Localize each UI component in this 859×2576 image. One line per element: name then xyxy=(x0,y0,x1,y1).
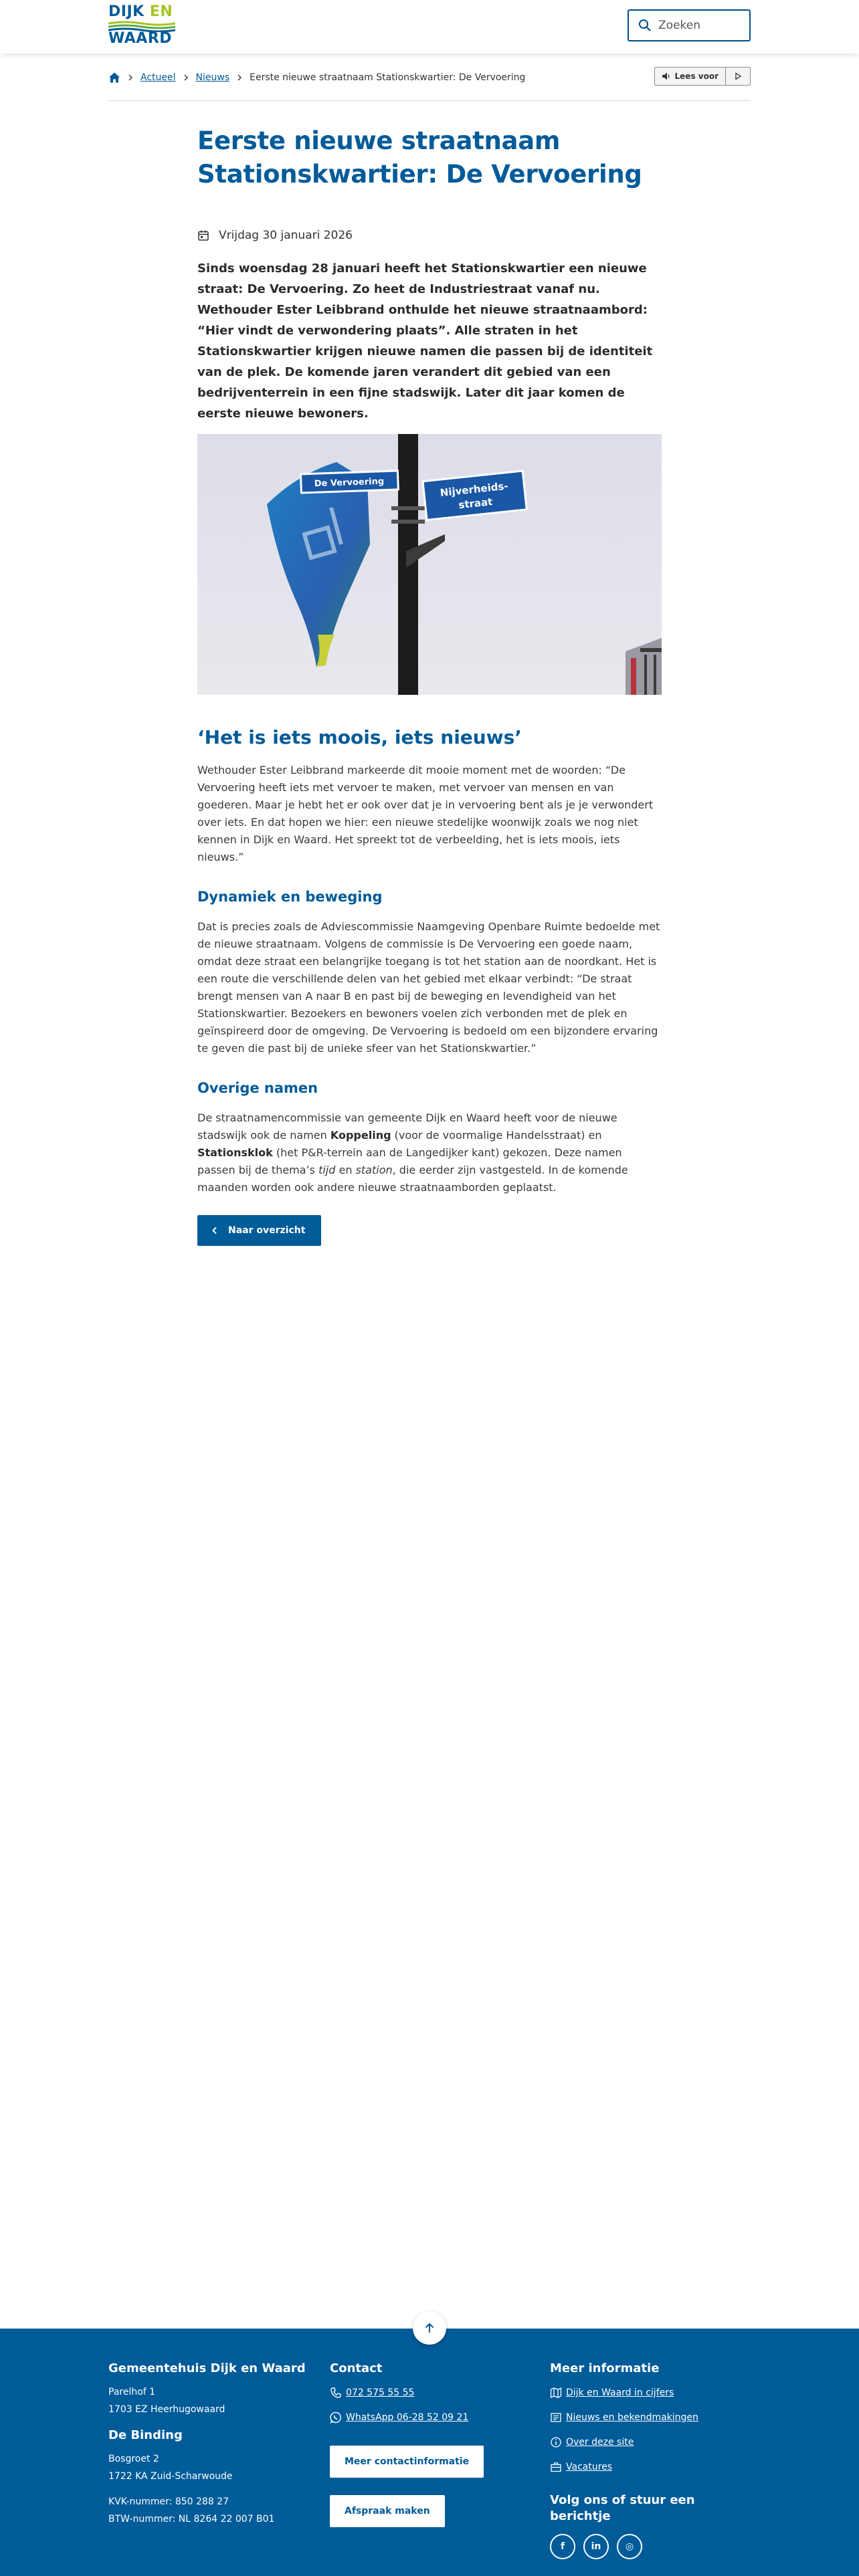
logo-word-en: EN xyxy=(149,3,173,20)
site-footer xyxy=(0,2329,859,2576)
footer-col-gemeentehuis xyxy=(108,2361,309,2528)
briefcase-icon xyxy=(550,2461,562,2473)
footer-title-volg-ons: Volg ons of stuur een berichtje xyxy=(550,2493,695,2523)
footer-title-binding: De Binding xyxy=(108,2428,183,2442)
breadcrumb-divider xyxy=(108,100,751,101)
footer-link-cijfers[interactable]: Dijk en Waard in cijfers xyxy=(566,2387,674,2398)
back-to-overview-button[interactable] xyxy=(197,1215,321,1246)
instagram-icon[interactable]: ◎ xyxy=(617,2534,642,2559)
chevron-right-icon xyxy=(127,74,134,81)
breadcrumb xyxy=(108,67,751,88)
name-stationsklok: Stationsklok xyxy=(197,1146,273,1159)
footer-address-line2: 1703 EZ Heerhugowaard xyxy=(108,2404,225,2415)
street-sign-photo xyxy=(197,434,662,695)
article xyxy=(197,124,662,1246)
footer-link-over-site[interactable]: Over deze site xyxy=(566,2437,634,2448)
section-title-overige-namen: Overige namen xyxy=(197,1080,318,1096)
read-aloud-widget xyxy=(654,67,751,86)
footer-link-vacatures[interactable]: Vacatures xyxy=(566,2462,613,2472)
footer-title-gemeentehuis: Gemeentehuis Dijk en Waard xyxy=(108,2361,306,2375)
play-icon xyxy=(734,72,742,80)
chevron-right-icon xyxy=(236,74,243,81)
site-header xyxy=(0,0,859,53)
chevron-left-icon xyxy=(211,1226,219,1235)
footer-phone-link[interactable]: 072 575 55 55 xyxy=(346,2387,415,2398)
sign-text-nijverheids: Nijverheids- xyxy=(439,479,509,500)
footer-whatsapp-link[interactable]: WhatsApp 06-28 52 09 21 xyxy=(346,2412,469,2423)
arrow-up-icon xyxy=(423,2322,436,2334)
read-aloud-button[interactable] xyxy=(655,68,726,85)
section-text-iets-moois: Wethouder Ester Leibbrand markeerde dit mooie moment met de woorden: “De Vervoering heeft iets met vervoer te maken, met vervoer van mensen en van goederen. Maar je hebt het er ook over dat je in vervoering bent als je je verwondert over iets. En dat hopen we hier: een nieuwe stedelijke woonwijk zoals we nog niet kennen in Dijk en Waard. Het spreekt tot de verbeelding, het is iets moois, iets nieuws.” xyxy=(197,764,654,863)
logo-word-waard: WAARD xyxy=(108,30,173,47)
read-aloud-label: Lees voor xyxy=(674,72,719,81)
section-text-overige-namen: De straatnamencommissie van gemeente Dijk en Waard heeft voor de nieuwe stadswijk ook de namen Koppeling (voor de voormalige Handelsstraat) en Stationsklok (het P&R-terrein aan de Langedijker kant) gekozen. Deze namen passen bij de thema’s tijd en station, die eerder zijn vastgesteld. In de komende maanden worden ook andere nieuwe straatnaamborden geplaatst. xyxy=(197,1111,628,1194)
social-links xyxy=(550,2534,751,2559)
more-contact-info-button[interactable]: Meer contactinformatie xyxy=(330,2446,484,2478)
section-title-dynamiek: Dynamiek en beweging xyxy=(197,889,383,905)
section-title-iets-moois: ‘Het is iets moois, iets nieuws’ xyxy=(197,726,522,748)
footer-address-line1: Parelhof 1 xyxy=(108,2387,156,2397)
calendar-icon xyxy=(197,229,209,241)
footer-link-nieuws[interactable]: Nieuws en bekendmakingen xyxy=(566,2412,698,2423)
footer-kvk: KVK-nummer: 850 288 27 xyxy=(108,2496,229,2507)
newspaper-icon xyxy=(550,2411,562,2424)
map-icon xyxy=(550,2387,562,2399)
breadcrumb-current: Eerste nieuwe straatnaam Stationskwartier: De Vervoering xyxy=(250,72,526,83)
breadcrumb-link-actueel[interactable]: Actueel xyxy=(140,72,176,83)
speaker-icon xyxy=(662,72,671,81)
play-button[interactable] xyxy=(726,68,750,85)
date-text: Vrijdag 30 januari 2026 xyxy=(219,229,353,242)
facebook-icon[interactable]: f xyxy=(550,2534,575,2559)
logo[interactable] xyxy=(108,4,175,48)
footer-col-meer-informatie xyxy=(550,2361,751,2559)
footer-title-meer-informatie: Meer informatie xyxy=(550,2361,660,2375)
back-to-top-button[interactable] xyxy=(413,2311,446,2345)
make-appointment-button[interactable]: Afspraak maken xyxy=(330,2495,445,2527)
footer-btw: BTW-nummer: NL 8264 22 007 B01 xyxy=(108,2514,275,2525)
search-icon[interactable] xyxy=(638,19,652,32)
info-icon xyxy=(550,2436,562,2448)
breadcrumb-link-nieuws[interactable]: Nieuws xyxy=(195,72,230,83)
article-intro: Sinds woensdag 28 januari heeft het Stationskwartier een nieuwe straat: De Vervoering. Zo heet de Industriestraat vanaf nu. Wethouder Ester Leibbrand onthulde het nieuwe straatnaambord: “Hier vindt de verwondering plaats”. Alle straten in het Stationskwartier krijgen nieuwe namen die passen bij de identiteit van de plek. De komende jaren verandert dit gebied van een bedrijventerrein in een fijne stadswijk. Later dit jaar komen de eerste nieuwe bewoners. xyxy=(197,261,653,421)
page-title: Eerste nieuwe straatnaam Stationskwartier: De Vervoering xyxy=(197,126,642,189)
whatsapp-icon xyxy=(330,2411,342,2424)
sign-text-straat: straat xyxy=(458,496,494,512)
footer-address-line3: Bosgroet 2 xyxy=(108,2454,159,2464)
section-text-dynamiek: Dat is precies zoals de Adviescommissie Naamgeving Openbare Ruimte bedoelde met de nieuwe straatnaam. Volgens de commissie is De Vervoering een goede naam, omdat deze straat een belangrijke toegang is tot het station aan de noordkant. Het is een route die verschillende delen van het gebied met elkaar verbindt: “De straat brengt mensen van A naar B en past bij de beweging en levendigheid van het Stationskwartier. Bezoekers en bewoners voelen zich verbonden met de plek en geïnspireerd door de omgeving. De Vervoering is bedoeld om een bijzondere ervaring te geven die past bij de unieke sfeer van het Stationskwartier.” xyxy=(197,920,660,1055)
linkedin-icon[interactable]: in xyxy=(583,2534,609,2559)
footer-address-line4: 1722 KA Zuid-Scharwoude xyxy=(108,2471,233,2482)
logo-word-dijk: DIJK xyxy=(108,3,145,20)
phone-icon xyxy=(330,2387,342,2399)
search-box[interactable] xyxy=(628,9,751,41)
back-button-label: Naar overzicht xyxy=(228,1225,306,1236)
home-icon[interactable] xyxy=(108,72,120,84)
chevron-right-icon xyxy=(183,74,189,81)
footer-title-contact: Contact xyxy=(330,2361,383,2375)
sign-text-de-vervoering: De Vervoering xyxy=(314,476,385,490)
footer-col-contact xyxy=(330,2361,531,2527)
publish-date xyxy=(197,227,662,243)
name-koppeling: Koppeling xyxy=(330,1129,391,1142)
search-input[interactable] xyxy=(658,19,739,32)
